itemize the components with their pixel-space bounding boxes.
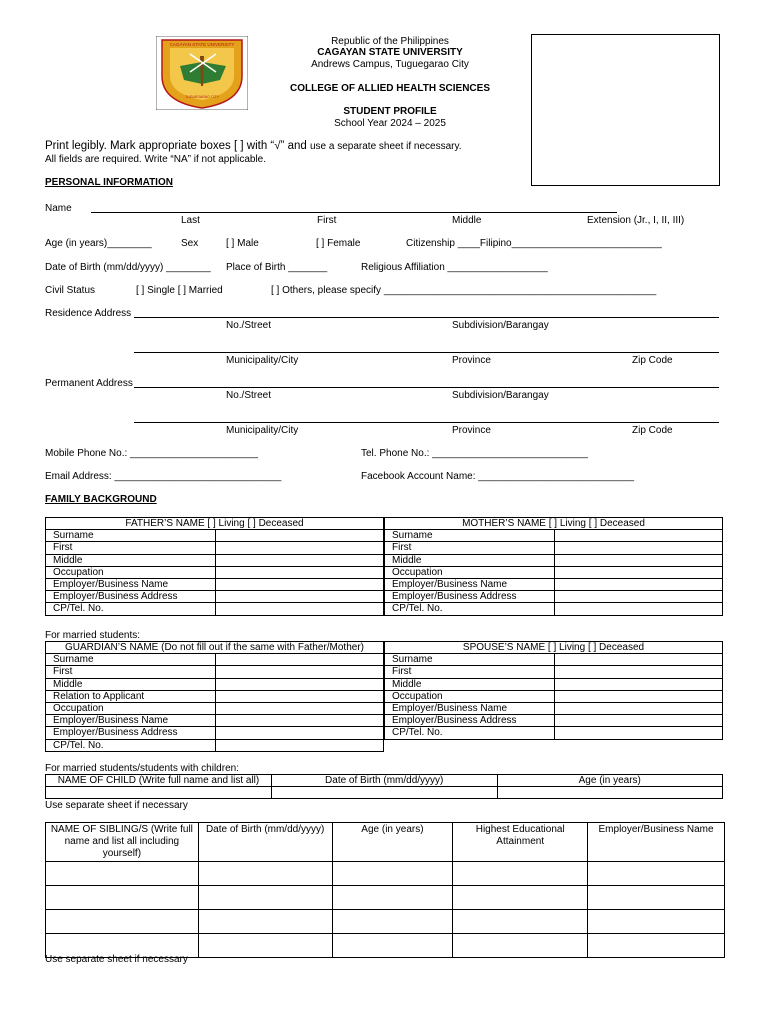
guardian-row-value[interactable] (215, 678, 383, 690)
guardian-row-label: Occupation (46, 702, 216, 714)
spouse-row-label: CP/Tel. No. (385, 727, 555, 739)
mother-row-value[interactable] (554, 603, 722, 615)
sibling-row (46, 886, 725, 910)
res-sub-barangay: Subdivision/Barangay (452, 320, 549, 331)
mobile-field[interactable]: Mobile Phone No.: _______________________ (45, 448, 258, 459)
guardian-row (46, 739, 384, 751)
father-row-value[interactable] (215, 554, 383, 566)
spouse-row-value[interactable] (554, 678, 722, 690)
mother-row-label: Employer/Business Address (385, 591, 555, 603)
father-row-label: Occupation (46, 566, 216, 578)
civil-status-label: Civil Status (45, 285, 96, 296)
section-personal: PERSONAL INFORMATION (45, 177, 173, 188)
sibling-row (46, 862, 725, 886)
guardian-row (46, 702, 384, 714)
sibling-cell[interactable] (332, 934, 453, 958)
name-label: Name (45, 203, 72, 214)
spouse-row (385, 727, 723, 739)
email-field[interactable]: Email Address: ______________________________ (45, 471, 282, 482)
sibling-cell[interactable] (332, 862, 453, 886)
mother-row (385, 603, 723, 615)
sibling-cell[interactable] (198, 910, 332, 934)
svg-text:CAGAYAN STATE UNIVERSITY: CAGAYAN STATE UNIVERSITY (169, 42, 235, 47)
perm-sub-city: Municipality/City (226, 425, 299, 436)
father-row (46, 542, 384, 554)
mother-row-label: Middle (385, 554, 555, 566)
header-college: COLLEGE OF ALLIED HEALTH SCIENCES (289, 83, 490, 94)
res-sub-city: Municipality/City (226, 355, 299, 366)
mother-row-value[interactable] (554, 554, 722, 566)
mother-row-value[interactable] (554, 530, 722, 542)
name-sub-last: Last (181, 215, 200, 226)
father-row (46, 603, 384, 615)
guardian-header: GUARDIAN’S NAME (Do not fill out if the same with Father/Mother) (46, 642, 384, 654)
sibling-cell[interactable] (588, 862, 725, 886)
permanent-line1[interactable] (134, 387, 719, 388)
sibling-cell[interactable] (588, 886, 725, 910)
guardian-row (46, 715, 384, 727)
res-sub-zip: Zip Code (632, 355, 673, 366)
sibling-row (46, 910, 725, 934)
children-cell[interactable] (271, 787, 497, 799)
residence-line2[interactable] (134, 352, 719, 353)
spouse-row-value[interactable] (554, 715, 722, 727)
children-header-age: Age (in years) (497, 775, 722, 787)
guardian-row-label: First (46, 666, 216, 678)
spouse-row-label: First (385, 666, 555, 678)
spouse-table (384, 641, 723, 740)
children-header-dob: Date of Birth (mm/dd/yyyy) (271, 775, 497, 787)
guardian-row-value[interactable] (215, 654, 383, 666)
permanent-line2[interactable] (134, 422, 719, 423)
tel-field[interactable]: Tel. Phone No.: ____________________________ (361, 448, 588, 459)
spouse-row-value[interactable] (554, 690, 722, 702)
guardian-row (46, 678, 384, 690)
sibling-cell[interactable] (453, 862, 588, 886)
header-campus: Andrews Campus, Tuguegarao City (311, 59, 469, 70)
guardian-row-label: Relation to Applicant (46, 690, 216, 702)
sibling-cell[interactable] (198, 862, 332, 886)
mother-row (385, 542, 723, 554)
children-cell[interactable] (46, 787, 272, 799)
guardian-row-value[interactable] (215, 702, 383, 714)
mother-row (385, 554, 723, 566)
section-family: FAMILY BACKGROUND (45, 494, 157, 505)
header-republic: Republic of the Philippines (331, 36, 449, 47)
father-row-label: CP/Tel. No. (46, 603, 216, 615)
mother-row-label: First (385, 542, 555, 554)
dob-field[interactable]: Date of Birth (mm/dd/yyyy) ________ (45, 262, 211, 273)
spouse-row-label: Surname (385, 654, 555, 666)
res-sub-street: No./Street (226, 320, 272, 331)
sibling-cell[interactable] (588, 910, 725, 934)
father-row-value[interactable] (215, 542, 383, 554)
father-row-label: First (46, 542, 216, 554)
sibling-header-age: Age (in years) (332, 823, 453, 862)
name-sub-extension: Extension (Jr., I, II, III) (587, 215, 685, 226)
sibling-cell[interactable] (588, 934, 725, 958)
father-header: FATHER’S NAME [ ] Living [ ] Deceased (46, 518, 384, 530)
spouse-row (385, 654, 723, 666)
spouse-row-label: Middle (385, 678, 555, 690)
guardian-row-label: Employer/Business Address (46, 727, 216, 739)
name-input[interactable] (91, 212, 617, 213)
father-row (46, 530, 384, 542)
father-row-value[interactable] (215, 578, 383, 590)
father-row (46, 554, 384, 566)
sibling-header-dob: Date of Birth (mm/dd/yyyy) (198, 823, 332, 862)
permanent-address-label: Permanent Address (45, 378, 133, 389)
sibling-cell[interactable] (46, 862, 199, 886)
spouse-row-value[interactable] (554, 666, 722, 678)
sibling-cell[interactable] (46, 910, 199, 934)
mother-row (385, 591, 723, 603)
instructions-line1: Print legibly. Mark appropriate boxes [ ] with “√” and use a separate sheet if necessary. (45, 140, 462, 152)
sibling-cell[interactable] (453, 910, 588, 934)
facebook-field[interactable]: Facebook Account Name: ____________________________ (361, 471, 635, 482)
guardian-row-value[interactable] (215, 666, 383, 678)
perm-sub-province: Province (452, 425, 491, 436)
spouse-header: SPOUSE’S NAME [ ] Living [ ] Deceased (385, 642, 723, 654)
spouse-row-value[interactable] (554, 654, 722, 666)
citizenship-field[interactable]: Citizenship ____Filipino___________________________ (406, 238, 662, 249)
father-row-label: Employer/Business Address (46, 591, 216, 603)
children-note: For married students/students with children: (45, 763, 239, 774)
perm-sub-zip: Zip Code (632, 425, 673, 436)
sibling-cell[interactable] (453, 934, 588, 958)
father-row-label: Surname (46, 530, 216, 542)
religion-field[interactable]: Religious Affiliation __________________ (361, 262, 548, 273)
perm-sub-street: No./Street (226, 390, 272, 401)
form-title: STUDENT PROFILE (343, 106, 437, 117)
sibling-cell[interactable] (198, 886, 332, 910)
sibling-header-education: Highest Educational Attainment (453, 823, 588, 862)
father-row-value[interactable] (215, 530, 383, 542)
guardian-row (46, 666, 384, 678)
spouse-row-label: Occupation (385, 690, 555, 702)
father-row (46, 578, 384, 590)
pob-field[interactable]: Place of Birth _______ (226, 262, 328, 273)
sex-male-checkbox[interactable]: [ ] Male (226, 238, 259, 249)
father-row-value[interactable] (215, 603, 383, 615)
instructions-line2: All fields are required. Write “NA” if not applicable. (45, 154, 267, 165)
header-university: CAGAYAN STATE UNIVERSITY (317, 47, 463, 58)
spouse-row (385, 666, 723, 678)
sex-female-checkbox[interactable]: [ ] Female (316, 238, 361, 249)
spouse-row (385, 690, 723, 702)
guardian-row (46, 654, 384, 666)
residence-line1[interactable] (134, 317, 719, 318)
children-table (45, 774, 723, 799)
mother-row-label: Surname (385, 530, 555, 542)
school-year: School Year 2024 – 2025 (334, 118, 446, 129)
sibling-header-employer: Employer/Business Name (588, 823, 725, 862)
mother-row-value[interactable] (554, 542, 722, 554)
mother-row-label: Occupation (385, 566, 555, 578)
civil-status-options[interactable]: [ ] Single [ ] Married (136, 285, 223, 296)
guardian-row-value[interactable] (215, 739, 383, 751)
father-row-label: Employer/Business Name (46, 578, 216, 590)
mother-row-value[interactable] (554, 591, 722, 603)
children-cell[interactable] (497, 787, 722, 799)
guardian-row (46, 690, 384, 702)
father-row (46, 591, 384, 603)
guardian-row-label: Surname (46, 654, 216, 666)
siblings-table (45, 822, 725, 958)
father-table (45, 517, 384, 616)
spouse-row-value[interactable] (554, 727, 722, 739)
svg-text:TUGUEGARAO CITY: TUGUEGARAO CITY (185, 95, 219, 99)
guardian-row-label: Middle (46, 678, 216, 690)
guardian-row-label: Employer/Business Name (46, 715, 216, 727)
mother-row (385, 566, 723, 578)
residence-address-label: Residence Address (45, 308, 132, 319)
spouse-row (385, 715, 723, 727)
guardian-row-label: CP/Tel. No. (46, 739, 216, 751)
father-row-value[interactable] (215, 566, 383, 578)
spouse-row (385, 678, 723, 690)
mother-row-label: CP/Tel. No. (385, 603, 555, 615)
sibling-cell[interactable] (332, 886, 453, 910)
sibling-cell[interactable] (46, 886, 199, 910)
photo-box[interactable] (531, 34, 720, 186)
name-sub-first: First (317, 215, 337, 226)
age-field[interactable]: Age (in years)________ (45, 238, 152, 249)
spouse-row (385, 702, 723, 714)
civil-status-others[interactable]: [ ] Others, please specify _________________________________________________ (271, 285, 657, 296)
name-sub-middle: Middle (452, 215, 482, 226)
guardian-table (45, 641, 384, 752)
sibling-cell[interactable] (332, 910, 453, 934)
separate-sheet-note-2: Use separate sheet if necessary (45, 954, 188, 965)
mother-row-label: Employer/Business Name (385, 578, 555, 590)
mother-row-value[interactable] (554, 578, 722, 590)
guardian-row-value[interactable] (215, 690, 383, 702)
spouse-row-label: Employer/Business Name (385, 702, 555, 714)
guardian-row-value[interactable] (215, 727, 383, 739)
guardian-row-value[interactable] (215, 715, 383, 727)
sibling-cell[interactable] (453, 886, 588, 910)
spouse-row-value[interactable] (554, 702, 722, 714)
children-header-name: NAME OF CHILD (Write full name and list all) (46, 775, 272, 787)
sex-label: Sex (181, 238, 199, 249)
res-sub-province: Province (452, 355, 491, 366)
father-row-value[interactable] (215, 591, 383, 603)
spouse-row-label: Employer/Business Address (385, 715, 555, 727)
mother-table (384, 517, 723, 616)
mother-row (385, 530, 723, 542)
guardian-row (46, 727, 384, 739)
perm-sub-barangay: Subdivision/Barangay (452, 390, 549, 401)
father-row-label: Middle (46, 554, 216, 566)
married-note: For married students: (45, 630, 141, 641)
mother-row (385, 578, 723, 590)
university-logo (156, 36, 248, 110)
sibling-header-name: NAME OF SIBLING/S (Write full name and list all including yourself) (46, 823, 199, 862)
sibling-cell[interactable] (198, 934, 332, 958)
mother-row-value[interactable] (554, 566, 722, 578)
father-row (46, 566, 384, 578)
separate-sheet-note: Use separate sheet if necessary (45, 800, 188, 811)
mother-header: MOTHER’S NAME [ ] Living [ ] Deceased (385, 518, 723, 530)
